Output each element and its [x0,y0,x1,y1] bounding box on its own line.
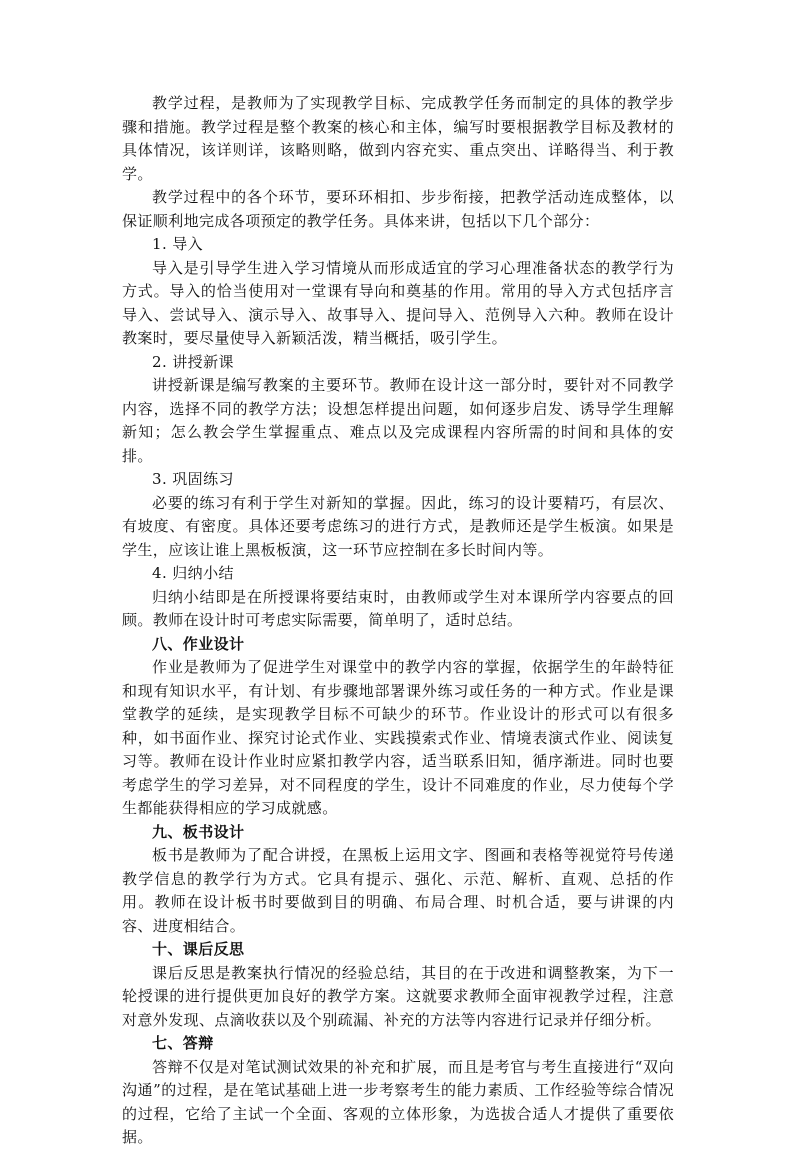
subheading-practice: 3. 巩固练习 [152,470,234,488]
paragraph-introduction: 导入是引导学生进入学习情境从而形成适宜的学习心理准备状态的教学行为方式。导入的恰当使用对一堂课有导向和奠基的作用。常用的导入方式包括序言导入、尝试导入、演示导入、故事导入、提问导入、范例导入六种。教师在设计教案时，要尽量使导入新颖活泼，精当概括，吸引学生。 [122,258,674,347]
paragraph-summary: 归纳小结即是在所授课将要结束时，由教师或学生对本课所学内容要点的回顾。教师在设计时可考虑实际需要，简单明了，适时总结。 [122,587,674,629]
paragraph-teaching-process: 教学过程，是教师为了实现教学目标、完成教学任务而制定的具体的教学步骤和措施。教学过程是整个教案的核心和主体，编写时要根据教学目标及教材的具体情况，该详则详，该略则略，做到内容充实、重点突出、详略得当、利于教学。 [122,94,674,183]
paragraph-new-lesson: 讲授新课是编写教案的主要环节。教师在设计这一部分时，要针对不同教学内容，选择不同的教学方法；设想怎样提出问题，如何逐步启发、诱导学生理解新知；怎么教会学生掌握重点、难点以及完成课程内容所需的时间和具体的安排。 [122,376,674,465]
paragraph-reflection: 课后反思是教案执行情况的经验总结，其目的在于改进和调整教案，为下一轮授课的进行提供更加良好的教学方案。这就要求教师全面审视教学过程，注意对意外发现、点滴收获以及个别疏漏、补充的方法等内容进行记录并仔细分析。 [122,963,674,1029]
paragraph-practice: 必要的练习有利于学生对新知的掌握。因此，练习的设计要精巧，有层次、有坡度、有密度。具体还要考虑练习的进行方式，是教师还是学生板演。如果是学生，应该让谁上黑板板演，这一环节应控制在多长时间内等。 [122,493,674,559]
document-page [122,92,674,1150]
paragraph-blackboard-design: 板书是教师为了配合讲授，在黑板上运用文字、图画和表格等视觉符号传递教学信息的教学行为方式。它具有提示、强化、示范、解析、直观、总括的作用。教师在设计板书时要做到目的明确、布局合理、时机合适，要与讲课的内容、进度相结合。 [122,846,674,935]
paragraph-defense: 答辩不仅是对笔试测试效果的补充和扩展，而且是考官与考生直接进行“双向沟通”的过程，是在笔试基础上进一步考察考生的能力素质、工作经验等综合情况的过程，它给了主试一个全面、客观的立体形象，为选拔合适人才提供了重要依据。 [122,1057,674,1146]
heading-homework-design: 八、作业设计 [152,634,245,653]
paragraph-process-steps: 教学过程中的各个环节，要环环相扣、步步衔接，把教学活动连成整体，以保证顺利地完成各项预定的教学任务。具体来讲，包括以下几个部分： [122,188,674,230]
paragraph-homework-design: 作业是教师为了促进学生对课堂中的教学内容的掌握，依据学生的年龄特征和现有知识水平，有计划、有步骤地部署课外练习或任务的一种方式。作业是课堂教学的延续，是实现教学目标不可缺少的环节。作业设计的形式可以有很多种，如书面作业、探究讨论式作业、实践摸索式作业、情境表演式作业、阅读复习等。教师在设计作业时应紧扣教学内容，适当联系旧知，循序渐进。同时也要考虑学生的学习差异，对不同程度的学生，设计不同难度的作业，尽力使每个学生都能获得相应的学习成就感。 [122,658,674,817]
heading-defense: 七、答辩 [152,1034,214,1052]
heading-blackboard-design: 九、板书设计 [152,822,245,841]
subheading-introduction: 1. 导入 [152,235,204,253]
heading-reflection: 十、课后反思 [152,940,245,958]
subheading-summary: 4. 归纳小结 [152,564,234,582]
subheading-new-lesson: 2. 讲授新课 [152,352,234,371]
